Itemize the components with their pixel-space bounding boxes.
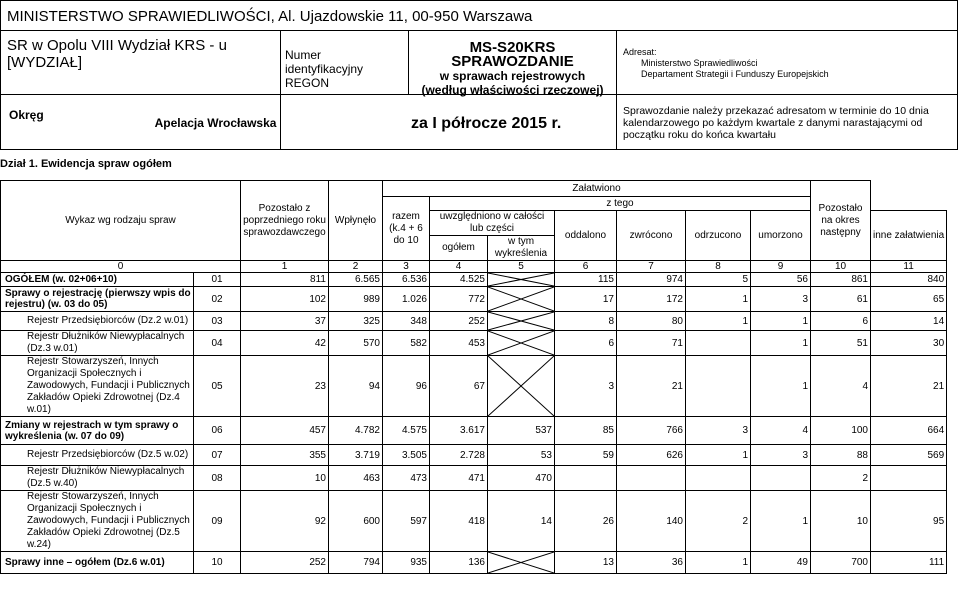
value-cell: 463 (329, 466, 383, 491)
value-cell (686, 466, 751, 491)
value-cell: 473 (383, 466, 430, 491)
value-cell: 1 (686, 287, 751, 312)
value-cell: 537 (488, 417, 555, 445)
value-cell: 1 (751, 331, 811, 356)
row-label: Rejestr Stowarzyszeń, Innych Organizacji Społecznych i Zawodowych, Fundacji i Publicznych Zakładów Opieki Zdrowotnej (Dz.5 w.24) (1, 491, 194, 552)
value-cell: 115 (555, 273, 617, 287)
column-number: 4 (430, 261, 488, 273)
value-cell: 348 (383, 312, 430, 331)
value-cell: 88 (811, 445, 871, 466)
table-row (1, 287, 947, 312)
value-cell: 6.565 (329, 273, 383, 287)
value-cell: 974 (617, 273, 686, 287)
form-name: SPRAWOZDANIE (451, 53, 574, 70)
value-cell: 21 (617, 356, 686, 417)
value-cell (686, 331, 751, 356)
value-cell: 30 (871, 331, 947, 356)
value-cell: 4 (751, 417, 811, 445)
value-cell: 600 (329, 491, 383, 552)
header-wtym: w tym wykreślenia (488, 236, 555, 261)
value-cell: 471 (430, 466, 488, 491)
row-number: 04 (194, 331, 241, 356)
table-row (1, 445, 947, 466)
header-zalatwiono: Załatwiono (383, 181, 811, 197)
value-cell: 811 (241, 273, 329, 287)
value-cell: 92 (241, 491, 329, 552)
value-cell: 49 (751, 552, 811, 574)
value-cell: 94 (329, 356, 383, 417)
value-cell: 3 (555, 356, 617, 417)
form-title (409, 31, 617, 95)
value-cell: 172 (617, 287, 686, 312)
value-cell: 935 (383, 552, 430, 574)
value-cell: 3 (751, 287, 811, 312)
value-cell: 597 (383, 491, 430, 552)
value-cell: 8 (555, 312, 617, 331)
form-desc-2: (według właściwości rzeczowej) (421, 83, 604, 97)
value-cell: 59 (555, 445, 617, 466)
table-row (1, 417, 947, 445)
value-cell: 85 (555, 417, 617, 445)
row-label: Rejestr Stowarzyszeń, Innych Organizacji Społecznych i Zawodowych, Fundacji i Publicznych Zakładów Opieki Zdrowotnej (Dz.4 w.01) (1, 356, 194, 417)
header-ogolem: ogółem (430, 236, 488, 261)
value-cell: 71 (617, 331, 686, 356)
row-label: Sprawy inne – ogółem (Dz.6 w.01) (1, 552, 194, 574)
header-uwzgl: uwzględniono w całości lub części (430, 211, 555, 236)
value-cell: 1 (751, 356, 811, 417)
report-period: za I półrocze 2015 r. (281, 95, 617, 150)
value-cell: 56 (751, 273, 811, 287)
header-ztego: z tego (430, 197, 811, 211)
header-kind: Wykaz wg rodzaju spraw (1, 181, 241, 261)
value-cell: 4.525 (430, 273, 488, 287)
table-row (1, 552, 947, 574)
value-cell: 140 (617, 491, 686, 552)
value-cell (751, 466, 811, 491)
value-cell: 100 (811, 417, 871, 445)
value-cell: 1 (686, 312, 751, 331)
header-razem: razem (k.4 + 6 do 10 (383, 197, 430, 261)
column-number-row (1, 261, 947, 273)
value-cell: 14 (488, 491, 555, 552)
table-row (1, 312, 947, 331)
column-number: 10 (811, 261, 871, 273)
row-label: Zmiany w rejestrach w tym sprawy o wykreślenia (w. 07 do 09) (1, 417, 194, 445)
value-cell: 3 (686, 417, 751, 445)
value-cell: 1 (686, 552, 751, 574)
value-cell: 3 (751, 445, 811, 466)
value-cell: 6 (811, 312, 871, 331)
header-oddalono: oddalono (555, 211, 617, 261)
value-cell: 111 (871, 552, 947, 574)
addressee: Adresat: Ministerstwo Sprawiedliwości Departament Strategii i Funduszy Europejskich (617, 31, 958, 95)
table-row (1, 356, 947, 417)
column-number: 2 (329, 261, 383, 273)
form-desc-1: w sprawach rejestrowych (439, 69, 586, 83)
value-cell: 2 (686, 491, 751, 552)
value-cell: 65 (871, 287, 947, 312)
value-cell: 61 (811, 287, 871, 312)
column-number: 9 (751, 261, 811, 273)
column-number: 0 (1, 261, 241, 273)
value-cell: 861 (811, 273, 871, 287)
value-cell: 2.728 (430, 445, 488, 466)
value-cell: 6 (555, 331, 617, 356)
value-cell: 794 (329, 552, 383, 574)
table-row (1, 466, 947, 491)
value-cell: 14 (871, 312, 947, 331)
table-row (1, 491, 947, 552)
header-zwrocono: zwrócono (617, 211, 686, 261)
row-label: Rejestr Przedsiębiorców (Dz.5 w.02) (1, 445, 194, 466)
value-cell: 13 (555, 552, 617, 574)
header-inne: inne załatwienia (871, 211, 947, 261)
row-label: Rejestr Przedsiębiorców (Dz.2 w.01) (1, 312, 194, 331)
value-cell: 42 (241, 331, 329, 356)
submission-note: Sprawozdanie należy przekazać adresatom w terminie do 10 dnia kalendarzowego po każdym kwartale z danymi narastającymi od początku roku do końca kwartału (617, 95, 958, 150)
value-cell: 4.782 (329, 417, 383, 445)
value-cell: 325 (329, 312, 383, 331)
value-cell: 418 (430, 491, 488, 552)
value-cell: 1.026 (383, 287, 430, 312)
value-cell: 453 (430, 331, 488, 356)
column-number: 1 (241, 261, 329, 273)
value-cell: 95 (871, 491, 947, 552)
value-cell: 80 (617, 312, 686, 331)
header-in: Wpłynęło (329, 181, 383, 261)
value-cell: 6.536 (383, 273, 430, 287)
table-row (1, 273, 947, 287)
value-cell: 26 (555, 491, 617, 552)
value-cell: 252 (241, 552, 329, 574)
form-code: MS-S20KRS (469, 39, 556, 56)
row-label: Sprawy o rejestrację (pierwszy wpis do rejestru) (w. 03 do 05) (1, 287, 194, 312)
value-cell: 4.575 (383, 417, 430, 445)
value-cell: 766 (617, 417, 686, 445)
value-cell: 582 (383, 331, 430, 356)
value-cell: 569 (871, 445, 947, 466)
table-row (1, 331, 947, 356)
value-cell: 570 (329, 331, 383, 356)
column-number: 3 (383, 261, 430, 273)
value-cell: 102 (241, 287, 329, 312)
column-number: 5 (488, 261, 555, 273)
value-cell: 626 (617, 445, 686, 466)
court-name: SR w Opolu VIII Wydział KRS - u [WYDZIAŁ] (0, 31, 281, 95)
disabled-cell (488, 331, 555, 356)
value-cell: 840 (871, 273, 947, 287)
row-number: 01 (194, 273, 241, 287)
disabled-cell (488, 312, 555, 331)
value-cell: 136 (430, 552, 488, 574)
regon-label: Numer identyfikacyjny REGON (281, 31, 409, 95)
value-cell: 21 (871, 356, 947, 417)
row-number: 10 (194, 552, 241, 574)
value-cell: 252 (430, 312, 488, 331)
header-prev: Pozostało z poprzedniego roku sprawozdawczego (241, 181, 329, 261)
header-odrzucono: odrzucono (686, 211, 751, 261)
value-cell: 51 (811, 331, 871, 356)
row-number: 02 (194, 287, 241, 312)
row-number: 09 (194, 491, 241, 552)
row-number: 05 (194, 356, 241, 417)
value-cell: 67 (430, 356, 488, 417)
value-cell (617, 466, 686, 491)
row-number: 03 (194, 312, 241, 331)
row-label: Rejestr Dłużników Niewypłacalnych (Dz.5 w.40) (1, 466, 194, 491)
value-cell: 10 (811, 491, 871, 552)
row-label: Rejestr Dłużników Niewypłacalnych (Dz.3 w.01) (1, 331, 194, 356)
disabled-cell (488, 273, 555, 287)
row-number: 07 (194, 445, 241, 466)
value-cell: 2 (811, 466, 871, 491)
value-cell: 17 (555, 287, 617, 312)
value-cell: 23 (241, 356, 329, 417)
value-cell: 4 (811, 356, 871, 417)
value-cell: 1 (751, 312, 811, 331)
column-number: 7 (617, 261, 686, 273)
value-cell: 3.719 (329, 445, 383, 466)
value-cell: 989 (329, 287, 383, 312)
value-cell: 470 (488, 466, 555, 491)
column-number: 11 (871, 261, 947, 273)
value-cell: 700 (811, 552, 871, 574)
row-number: 08 (194, 466, 241, 491)
value-cell: 96 (383, 356, 430, 417)
header-next: Pozostało na okres następny (811, 181, 871, 261)
apelacja-name: Apelacja Wrocławska (151, 95, 281, 150)
value-cell (555, 466, 617, 491)
value-cell: 3.617 (430, 417, 488, 445)
value-cell: 355 (241, 445, 329, 466)
column-number: 8 (686, 261, 751, 273)
row-label: OGÓŁEM (w. 02+06+10) (1, 273, 194, 287)
value-cell (871, 466, 947, 491)
ministry-title: MINISTERSTWO SPRAWIEDLIWOŚCI, Al. Ujazdowskie 11, 00-950 Warszawa (0, 0, 958, 31)
row-number: 06 (194, 417, 241, 445)
value-cell: 53 (488, 445, 555, 466)
disabled-cell (488, 356, 555, 417)
value-cell: 10 (241, 466, 329, 491)
header-umorzono: umorzono (751, 211, 811, 261)
value-cell: 1 (751, 491, 811, 552)
column-number: 6 (555, 261, 617, 273)
value-cell: 772 (430, 287, 488, 312)
okreg-label: Okręg (0, 95, 151, 150)
value-cell: 5 (686, 273, 751, 287)
value-cell: 664 (871, 417, 947, 445)
value-cell: 36 (617, 552, 686, 574)
disabled-cell (488, 287, 555, 312)
value-cell: 1 (686, 445, 751, 466)
disabled-cell (488, 552, 555, 574)
value-cell: 37 (241, 312, 329, 331)
value-cell: 3.505 (383, 445, 430, 466)
value-cell: 457 (241, 417, 329, 445)
value-cell (686, 356, 751, 417)
section-title: Dział 1. Ewidencja spraw ogółem (0, 158, 172, 170)
register-table (0, 180, 947, 574)
